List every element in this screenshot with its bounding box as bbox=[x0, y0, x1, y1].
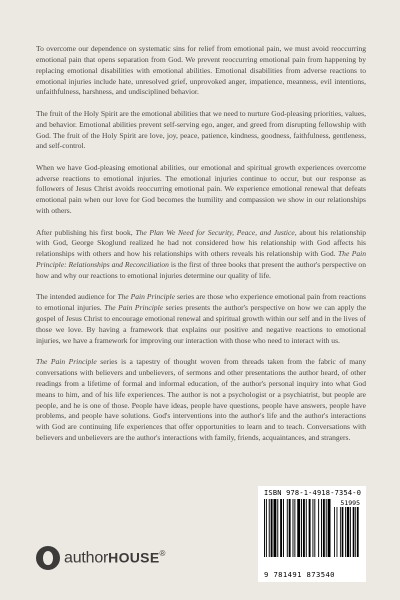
barcode-bar bbox=[271, 499, 273, 557]
barcode-bar bbox=[289, 499, 291, 557]
barcode-bars bbox=[264, 499, 360, 567]
publisher-logo bbox=[36, 546, 165, 570]
series-title-3: The Pain Principle bbox=[36, 357, 97, 367]
barcode-bar bbox=[264, 499, 265, 557]
barcode-addon-bar bbox=[347, 507, 350, 557]
publisher-name-prefix: author bbox=[64, 549, 109, 567]
barcode-bar bbox=[323, 499, 325, 557]
paragraph-2: The fruit of the Holy Spirit are the emotional abilities that we need to nurture God-pleasing priorities, values, and behavior. Emotional abilities prevent self-serving ego, anger, and greed from disrupting fellowship with God. The fruit of the Holy Spirit are love, joy, peace, patience, kindness, goodness, faithfulness, gentleness, and self-control. bbox=[36, 108, 366, 151]
barcode-bar bbox=[326, 499, 327, 557]
authorhouse-logo-mark-icon bbox=[36, 546, 60, 570]
back-cover-footer bbox=[36, 486, 366, 582]
barcode-addon-bar bbox=[340, 507, 341, 557]
paragraph-6-after: series is a tapestry of thought woven from threads taken from the fabric of many conversations with believers and unbelievers, of sermons and other presentations the author heard, of other readings from a lifetime of formal and informal education, of the author's personal inquiry into what God means to him, and of his life experiences. The author is not a psychologist or a psychiatrist, but people are people, and he is one of those. People have ideas, people have questions, people have answers, people have problems, and people have solutions. God's interventions into the author's life and the author's interactions with God are continuing life experiences that offer opportunities to learn and to teach. Conversations with believers and unbelievers are the author's interactions with family, friends, acquaintances, and strangers. bbox=[36, 357, 366, 443]
barcode-bar bbox=[309, 499, 311, 557]
paragraph-4-middle: , about his relationship with God, George Skoglund realized he had not considered how his relationship with God affects his relationships with others and how his relationships with others reveals his relationship with God. bbox=[36, 227, 366, 259]
registered-mark: ® bbox=[159, 548, 166, 558]
barcode-addon-bar bbox=[334, 507, 335, 557]
barcode-bar bbox=[294, 499, 295, 557]
series-title: The Pain Principle bbox=[117, 292, 175, 302]
paragraph-4-before: After publishing his first book, bbox=[36, 227, 136, 237]
barcode-bar bbox=[328, 499, 331, 557]
barcode-bar bbox=[312, 499, 313, 557]
barcode-bar bbox=[306, 499, 307, 557]
publisher-name-suffix: HOUSE bbox=[108, 549, 160, 566]
barcode-bar bbox=[280, 499, 282, 557]
barcode-bar bbox=[283, 499, 284, 557]
publisher-name bbox=[64, 549, 165, 567]
back-cover-text bbox=[36, 44, 366, 455]
isbn-barcode bbox=[258, 486, 366, 582]
barcode-bar bbox=[318, 499, 319, 557]
barcode-bar bbox=[314, 499, 315, 557]
paragraph-5 bbox=[36, 292, 366, 346]
barcode-addon-bar bbox=[355, 507, 356, 557]
barcode-bar bbox=[321, 499, 322, 557]
paragraph-4 bbox=[36, 228, 366, 282]
barcode-bar bbox=[303, 499, 305, 557]
barcode-addon-bar bbox=[342, 507, 344, 557]
barcode-bar bbox=[287, 499, 288, 557]
isbn-label: ISBN 978-1-4918-7354-0 bbox=[264, 489, 362, 497]
barcode-addon-digits: 51995 bbox=[340, 499, 360, 507]
barcode-addon-bar bbox=[353, 507, 355, 557]
barcode-bar bbox=[269, 499, 270, 557]
paragraph-5-before: The intended audience for bbox=[36, 292, 118, 302]
barcode-addon-bar bbox=[337, 507, 338, 557]
book-title-first: The Plan We Need for Security, Peace, and Justice bbox=[135, 227, 295, 237]
paragraph-3: When we have God-pleasing emotional abilities, our emotional and spiritual growth experiences overcome adverse reactions to emotional injuries. The emotional injuries continue to occur, but our response as followers of Jesus Christ avoids reoccurring emotional pain. We experience emotional renewal that defeats emotional pain when our love for God becomes the humility and compassion we show in our relationships with others. bbox=[36, 162, 366, 216]
book-title-current: The Pain Principle: Relationships and Reconciliation bbox=[36, 249, 366, 270]
barcode-bar bbox=[266, 499, 267, 557]
paragraph-5-middle: series are those who experience emotional pain from reactions to emotional injuries. bbox=[36, 292, 366, 313]
barcode-addon-bar bbox=[345, 507, 346, 557]
barcode-addon-bar bbox=[357, 507, 359, 557]
series-title-2: The Pain Principle bbox=[104, 303, 164, 313]
barcode-digits: 9 781491 873540 bbox=[264, 570, 335, 579]
barcode-bar bbox=[293, 499, 294, 557]
barcode-bar bbox=[297, 499, 300, 557]
barcode-bar bbox=[277, 499, 278, 557]
paragraph-4-after: is the first of three books that present the author's perspective on how and why our reactions to emotional injuries determine our quality of life. bbox=[36, 260, 366, 280]
barcode-bar bbox=[301, 499, 302, 557]
barcode-addon-bar bbox=[350, 507, 351, 557]
paragraph-6 bbox=[36, 357, 366, 444]
barcode-bar bbox=[274, 499, 277, 557]
paragraph-5-after: series presents the author's perspective on how we can apply the gospel of Jesus Christ to encourage emotional renewal and spiritual growth within our self and in the lives of those we love. By having a framework that explains our positive and negative reactions to emotional injuries, we have a framework for improving our interaction with those who need to interact with us. bbox=[36, 303, 367, 345]
paragraph-1: To overcome our dependence on systematic sins for relief from emotional pain, we must avoid reoccurring emotional pain that opens separation from God. We prevent reoccurring emotional pain from happening by replacing emotional disabilities with emotional abilities. Emotional disabilities from adverse reactions to emotional injuries include hate, unresolved grief, unprovoked anger, impatience, meanness, evil intentions, unfaithfulness, harshness, and undisciplined behavior. bbox=[36, 44, 366, 97]
